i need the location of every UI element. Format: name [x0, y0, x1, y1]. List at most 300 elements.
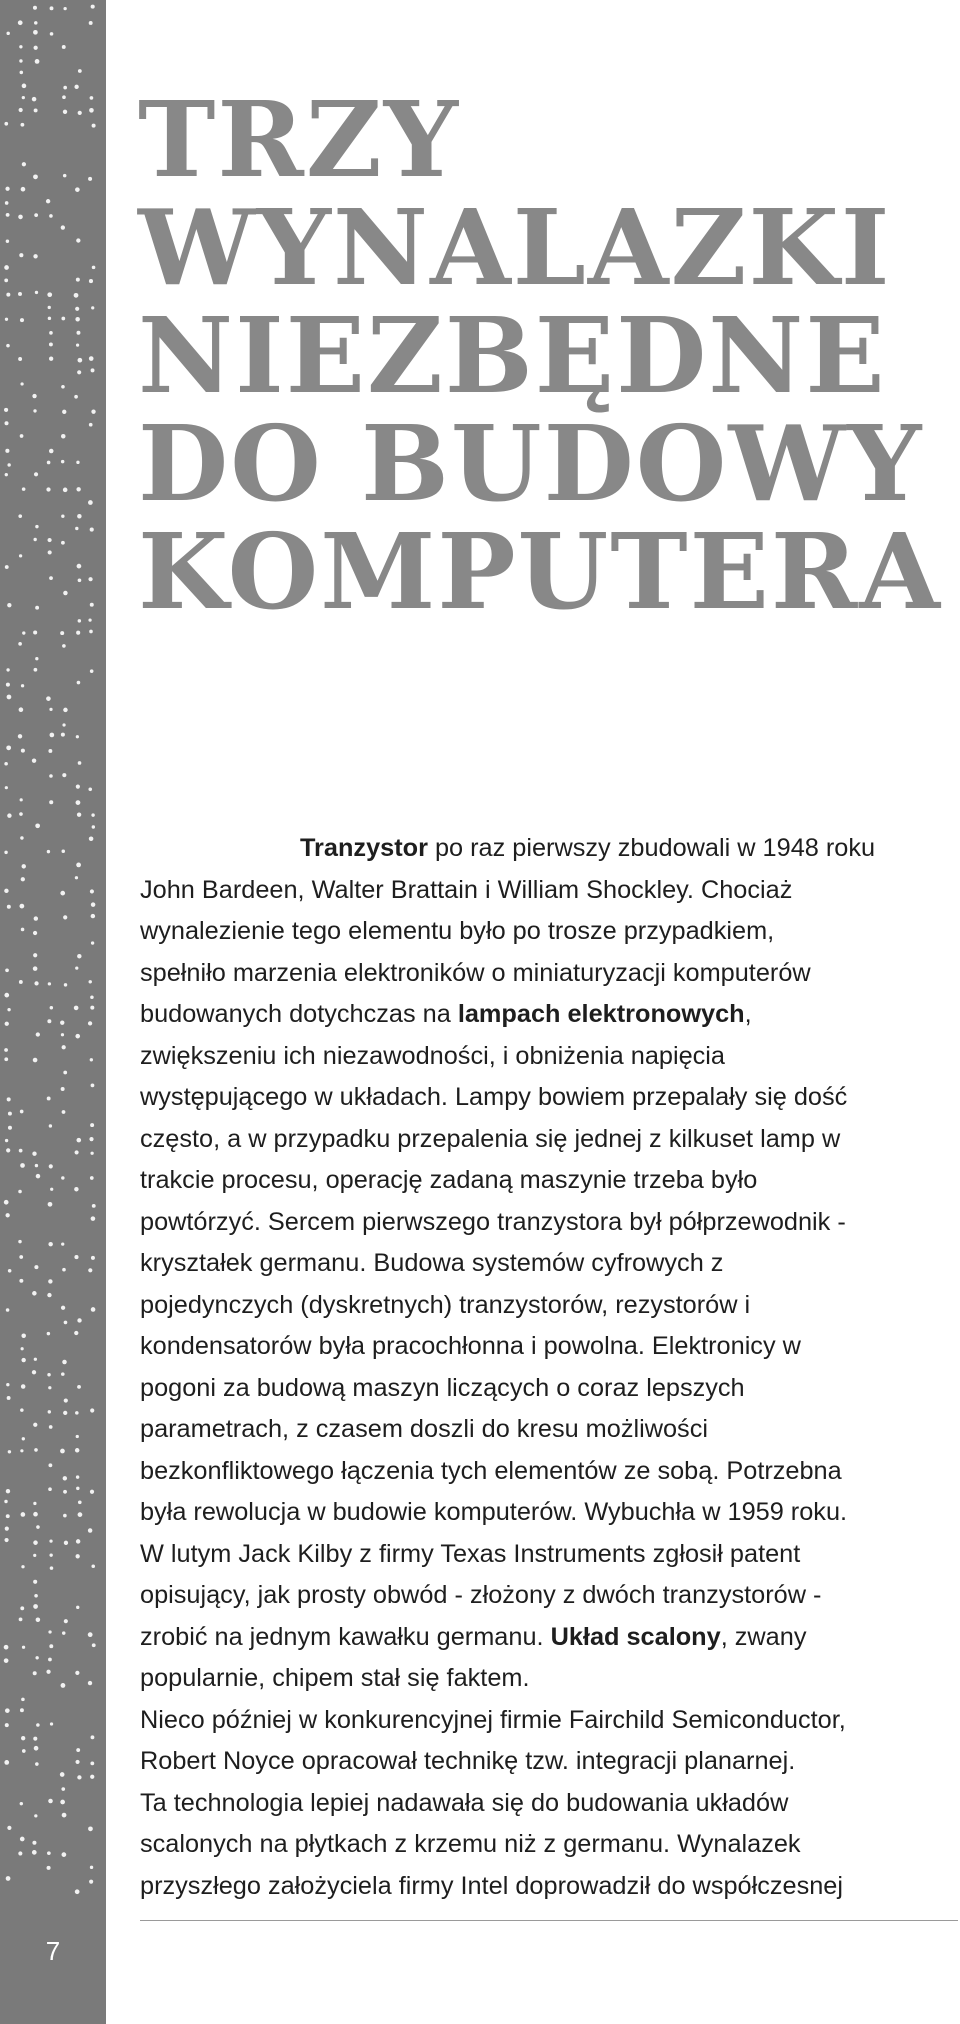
- sidebar-dot: [88, 1528, 92, 1532]
- sidebar-dot: [75, 317, 80, 322]
- sidebar-dot: [76, 331, 80, 335]
- sidebar-dot: [22, 84, 27, 89]
- sidebar-dot: [19, 1255, 23, 1259]
- sidebar-dot: [88, 619, 91, 622]
- sidebar-dot: [35, 606, 39, 610]
- sidebar-dot: [33, 1554, 36, 1557]
- sidebar-dot: [90, 1408, 94, 1412]
- sidebar-dot: [50, 1722, 53, 1725]
- sidebar-dot: [6, 668, 9, 671]
- sidebar-dot: [35, 1762, 39, 1766]
- sidebar-dot: [33, 1604, 38, 1609]
- sidebar-dot: [50, 733, 55, 738]
- body-line: popularnie, chipem stał się faktem.: [140, 1664, 530, 1692]
- sidebar-dot: [47, 292, 52, 297]
- sidebar-dot: [74, 1006, 79, 1011]
- sidebar-dot: [33, 953, 37, 957]
- sidebar-dot: [77, 812, 81, 816]
- sidebar-dot: [50, 1566, 54, 1570]
- sidebar-dot: [74, 293, 79, 298]
- sidebar-dot: [76, 461, 79, 464]
- sidebar-dot: [33, 1580, 37, 1584]
- sidebar-dot: [89, 279, 93, 283]
- sidebar-dot: [33, 409, 36, 412]
- sidebar-dot: [91, 941, 94, 944]
- sidebar-dot: [35, 823, 40, 828]
- sidebar-dot: [34, 472, 38, 476]
- sidebar-dot: [5, 1022, 9, 1026]
- sidebar-dot: [75, 1889, 80, 1894]
- sidebar-dot: [6, 293, 10, 297]
- sidebar-dot: [76, 278, 80, 282]
- sidebar-dot: [63, 1411, 67, 1415]
- sidebar-dot: [62, 1268, 66, 1272]
- sidebar-dot: [22, 1749, 26, 1753]
- sidebar-dot: [77, 514, 81, 518]
- sidebar-dot: [19, 904, 24, 909]
- sidebar-dot: [6, 240, 9, 243]
- sidebar-dot: [4, 1500, 7, 1503]
- sidebar-dot: [20, 318, 24, 322]
- sidebar-dot: [46, 487, 50, 491]
- sidebar-dot: [63, 1071, 67, 1075]
- sidebar-dot: [50, 6, 54, 10]
- sidebar-dot: [4, 851, 7, 854]
- sidebar-dot: [32, 1291, 37, 1296]
- sidebar-dot: [33, 1737, 37, 1741]
- sidebar-dot: [61, 1306, 65, 1310]
- sidebar-dot: [33, 254, 37, 258]
- sidebar-dot: [36, 1174, 40, 1178]
- sidebar-dot: [60, 631, 64, 635]
- sidebar-dot: [90, 996, 94, 1000]
- body-line: kryształek germanu. Budowa systemów cyfrowych z: [140, 1249, 724, 1277]
- sidebar-dot: [62, 45, 66, 49]
- title-line: KOMPUTERA: [138, 510, 942, 633]
- sidebar-dot: [7, 463, 10, 466]
- sidebar-dot: [19, 1617, 23, 1621]
- sidebar-dot: [34, 1448, 38, 1452]
- sidebar-dot: [21, 1512, 26, 1517]
- sidebar-dot: [6, 1148, 10, 1152]
- sidebar-dot: [34, 108, 38, 112]
- sidebar-dot: [32, 394, 36, 398]
- sidebar-dot: [48, 306, 51, 309]
- sidebar-dot: [76, 785, 80, 789]
- sidebar-dot: [21, 928, 25, 932]
- sidebar-dot: [20, 798, 23, 801]
- sidebar-dot: [89, 836, 94, 841]
- sidebar-dot: [7, 695, 12, 700]
- sidebar-dot: [33, 6, 37, 10]
- sidebar-dot: [21, 1347, 24, 1350]
- sidebar-dot: [32, 1152, 36, 1156]
- body-line: parametrach, z czasem doszli do kresu możliwości: [140, 1415, 708, 1443]
- sidebar-dot: [75, 187, 80, 192]
- sidebar-dot: [61, 317, 65, 321]
- body-line: wynalezienie tego elementu było po trosze przypadkiem,: [140, 917, 775, 945]
- sidebar-dot: [8, 1112, 12, 1116]
- sidebar-dot: [75, 527, 78, 530]
- sidebar-dot: [90, 1006, 94, 1010]
- sidebar-dot: [76, 863, 81, 868]
- sidebar-dot: [48, 982, 51, 985]
- sidebar-dot: [89, 1880, 93, 1884]
- sidebar-dot: [90, 528, 94, 532]
- sidebar-dot: [89, 980, 92, 983]
- sidebar-dot: [33, 1058, 38, 1063]
- sidebar-dot: [61, 733, 65, 737]
- body-line: występującego w układach. Lampy bowiem przepalały się dość: [140, 1083, 848, 1111]
- sidebar-dot: [77, 954, 81, 958]
- sidebar-dot: [63, 7, 66, 10]
- sidebar-dot: [63, 1476, 67, 1480]
- sidebar-dot: [19, 707, 24, 712]
- sidebar-dot: [19, 1149, 23, 1153]
- sidebar-dot: [49, 1644, 53, 1648]
- sidebar-dot: [90, 889, 94, 893]
- sidebar-dot: [21, 1358, 25, 1362]
- sidebar-dot: [33, 1502, 36, 1505]
- sidebar-dot: [20, 1449, 23, 1452]
- sidebar-dot: [76, 344, 79, 347]
- sidebar-dot: [90, 1176, 94, 1180]
- sidebar-dot: [88, 1021, 92, 1025]
- sidebar-dot: [62, 644, 66, 648]
- sidebar-dot: [18, 734, 22, 738]
- sidebar-dot: [90, 1490, 94, 1494]
- sidebar-dot: [8, 1269, 12, 1273]
- sidebar-dot: [47, 1851, 51, 1855]
- sidebar-dot: [7, 905, 11, 909]
- sidebar-dot: [20, 1837, 25, 1842]
- sidebar-dot: [75, 967, 78, 970]
- sidebar-dot: [34, 668, 38, 672]
- sidebar-dot: [90, 1775, 94, 1779]
- sidebar-dot: [49, 214, 53, 218]
- page-title: [138, 78, 942, 633]
- sidebar-dot: [4, 279, 8, 283]
- sidebar-dot: [5, 201, 9, 205]
- sidebar-dot: [49, 576, 53, 580]
- sidebar-dot: [48, 1279, 52, 1283]
- sidebar-dot: [32, 1841, 36, 1845]
- sidebar-dot: [90, 1761, 94, 1765]
- sidebar-dot: [48, 1658, 52, 1662]
- sidebar-dot: [20, 123, 24, 127]
- body-line: trakcie procesu, operację zadaną maszynie trzeba było: [140, 1166, 758, 1194]
- body-line: często, a w przypadku przepalenia się jednej z kilkuset lamp w: [140, 1124, 841, 1153]
- sidebar-dot: [34, 1814, 37, 1817]
- sidebar-dot: [21, 1736, 25, 1740]
- body-line: scalonych na płytkach z krzemu niż z germanu. Wynalazek: [140, 1830, 801, 1858]
- sidebar-dot: [4, 122, 8, 126]
- sidebar-dot: [49, 708, 52, 711]
- sidebar-dot: [63, 708, 68, 713]
- sidebar-dot: [5, 1723, 9, 1727]
- sidebar-dot: [63, 915, 67, 919]
- sidebar-dot: [90, 669, 94, 673]
- body-line: kondensatorów była pracochłonna i powolna. Elektronicy w: [140, 1332, 801, 1360]
- sidebar-dot: [5, 449, 9, 453]
- sidebar-dot: [49, 331, 53, 335]
- sidebar-dot: [6, 1383, 9, 1386]
- sidebar-dot: [90, 96, 94, 100]
- sidebar-dot: [47, 1332, 50, 1335]
- sidebar-dot: [90, 603, 94, 607]
- sidebar-dot: [4, 408, 8, 412]
- sidebar-dot: [91, 813, 94, 816]
- sidebar-dot: [49, 342, 53, 346]
- sidebar-dot: [76, 800, 81, 805]
- sidebar-dot: [62, 723, 65, 726]
- sidebar-dot: [92, 825, 95, 828]
- sidebar-dot: [61, 225, 65, 229]
- sidebar-dot: [18, 1851, 22, 1855]
- sidebar-dot: [62, 849, 65, 852]
- sidebar-dot: [62, 1360, 67, 1365]
- sidebar-dot: [6, 32, 9, 35]
- body-line: bezkonfliktowego łączenia tych elementów ze sobą. Potrzebna: [140, 1456, 842, 1485]
- sidebar-dot: [88, 787, 92, 791]
- sidebar-dot: [76, 631, 80, 635]
- sidebar-dot: [64, 1541, 68, 1545]
- sidebar-dot: [20, 434, 24, 438]
- sidebar-dot: [91, 1307, 96, 1312]
- sidebar-dot: [18, 1190, 22, 1194]
- sidebar-dot: [60, 1800, 65, 1805]
- sidebar-dot: [48, 550, 52, 554]
- sidebar-dot: [91, 914, 95, 918]
- sidebar-dot: [49, 1540, 52, 1543]
- sidebar-dot: [74, 1255, 78, 1259]
- sidebar-dot: [62, 95, 66, 99]
- sidebar-dot: [22, 1646, 25, 1649]
- sidebar-dot: [61, 1033, 64, 1036]
- sidebar-dot: [47, 1373, 50, 1376]
- sidebar-dot: [50, 1006, 53, 1009]
- sidebar-dot: [63, 488, 68, 493]
- body-line: powtórzyć. Sercem pierwszego tranzystora był półprzewodnik -: [140, 1207, 846, 1236]
- sidebar-dot: [78, 761, 82, 765]
- sidebar-dot: [5, 1527, 9, 1531]
- sidebar-dot: [62, 773, 66, 777]
- sidebar-dot: [91, 1564, 95, 1568]
- sidebar-dot: [33, 30, 38, 35]
- sidebar-dot: [88, 1681, 92, 1685]
- sidebar-dot: [61, 1087, 65, 1091]
- sidebar-dot: [5, 786, 8, 789]
- sidebar-dot: [22, 864, 26, 868]
- sidebar-dot: [76, 1138, 81, 1143]
- sidebar-dot: [50, 32, 54, 36]
- sidebar-dot: [36, 1723, 40, 1727]
- sidebar-dot: [48, 1487, 52, 1491]
- sidebar-dot: [48, 317, 51, 320]
- sidebar-dot: [21, 684, 24, 687]
- sidebar-dot: [76, 1539, 80, 1543]
- sidebar-dot: [18, 1240, 21, 1243]
- sidebar-dot: [76, 487, 80, 491]
- sidebar-dot: [91, 5, 95, 9]
- sidebar-dot: [49, 774, 53, 778]
- sidebar-dot: [47, 1019, 51, 1023]
- sidebar-dot: [76, 1606, 79, 1609]
- sidebar-dot: [21, 1384, 26, 1389]
- sidebar-dot: [7, 1396, 11, 1400]
- sidebar-dot: [19, 108, 23, 112]
- sidebar-dot: [60, 891, 65, 896]
- sidebar-dot: [48, 1799, 53, 1804]
- sidebar-dot: [5, 1213, 9, 1217]
- sidebar-dot: [88, 1268, 92, 1272]
- footer-divider: [140, 1920, 958, 1921]
- sidebar-dot: [89, 1137, 93, 1141]
- sidebar-dot: [62, 410, 66, 414]
- sidebar-dot: [63, 174, 67, 178]
- sidebar-dot: [5, 1139, 8, 1142]
- sidebar-dot: [4, 1538, 8, 1542]
- sidebar-dot: [75, 1760, 79, 1764]
- sidebar-dot: [6, 1514, 10, 1518]
- sidebar-dot: [7, 1826, 11, 1830]
- sidebar-dot: [78, 111, 82, 115]
- sidebar-dot: [49, 1425, 53, 1429]
- sidebar-dot: [75, 1448, 79, 1452]
- sidebar-dot: [21, 877, 25, 881]
- sidebar-dot: [4, 762, 8, 766]
- sidebar-dot: [78, 619, 81, 622]
- sidebar-dot: [47, 1866, 51, 1870]
- sidebar-dot: [77, 370, 81, 374]
- sidebar-dot: [74, 395, 78, 399]
- page-number: 7: [45, 1936, 61, 1966]
- sidebar-dot: [64, 1619, 68, 1623]
- sidebar-dot: [76, 1435, 79, 1438]
- sidebar-dot: [47, 461, 51, 465]
- sidebar-dot: [61, 514, 64, 517]
- sidebar-dot: [34, 1265, 38, 1269]
- sidebar-dot: [19, 59, 22, 62]
- sidebar-dot: [6, 344, 10, 348]
- sidebar-dot: [34, 1358, 37, 1361]
- sidebar-dot: [75, 1150, 79, 1154]
- sidebar-dot: [20, 1163, 25, 1168]
- sidebar-dot: [4, 1048, 8, 1052]
- sidebar-dot: [64, 983, 67, 986]
- sidebar-dot: [91, 1083, 95, 1087]
- title-line: TRZY: [138, 78, 460, 201]
- body-line: John Bardeen, Walter Brattain i William Shockley. Chociaż: [140, 875, 793, 904]
- sidebar-dot: [7, 813, 11, 817]
- sidebar-dot: [8, 1126, 12, 1130]
- sidebar-dot: [89, 108, 94, 113]
- sidebar-dot: [36, 1032, 40, 1036]
- sidebar-dot: [6, 1876, 11, 1881]
- sidebar-dot: [33, 1423, 37, 1427]
- sidebar-dot: [35, 1164, 38, 1167]
- sidebar-dot: [4, 265, 9, 270]
- sidebar-dot: [47, 850, 50, 853]
- body-line: Nieco później w konkurencyjnej firmie Fairchild Semiconductor,: [140, 1705, 846, 1734]
- sidebar-dot: [50, 1188, 53, 1191]
- article-body: [140, 828, 960, 1907]
- sidebar-dot: [75, 876, 78, 879]
- sidebar-dot: [4, 889, 8, 893]
- sidebar-dot: [48, 1630, 51, 1633]
- bold-term: lampach elektronowych: [457, 1000, 745, 1028]
- sidebar-dot: [33, 1540, 38, 1545]
- sidebar-dot: [7, 1008, 10, 1011]
- sidebar-dot: [61, 1683, 66, 1688]
- decorative-sidebar: [0, 0, 106, 2024]
- sidebar-dot: [49, 1164, 53, 1168]
- sidebar-dot: [91, 1216, 96, 1221]
- sidebar-dot: [47, 1293, 51, 1297]
- sidebar-dot: [91, 1735, 95, 1739]
- sidebar-dot: [48, 1242, 52, 1246]
- sidebar-dot: [63, 110, 67, 114]
- sidebar-dot: [91, 306, 94, 309]
- sidebar-dot: [76, 238, 80, 242]
- sidebar-dot: [88, 577, 92, 581]
- sidebar-dot: [63, 1514, 67, 1518]
- sidebar-dot: [5, 1708, 10, 1713]
- sidebar-dot: [74, 1331, 78, 1335]
- title-line: NIEZBĘDNE: [138, 294, 887, 417]
- sidebar-dot: [91, 368, 95, 372]
- sidebar-dot: [19, 253, 23, 257]
- sidebar-dot: [21, 187, 26, 192]
- sidebar-dot: [92, 124, 96, 128]
- body-line: opisujący, jak prosty obwód - złożony z dwóch tranzystorów -: [140, 1581, 822, 1609]
- sidebar-dot: [6, 213, 10, 217]
- sidebar-dot: [21, 1565, 24, 1568]
- bold-term: Układ scalony: [550, 1622, 721, 1651]
- sidebar-dot: [76, 735, 79, 738]
- sidebar-dot: [89, 630, 93, 634]
- sidebar-dot: [90, 1866, 93, 1869]
- body-line: była rewolucja w budowie komputerów. Wybuchła w 1959 roku.: [140, 1498, 848, 1526]
- sidebar-dot: [33, 174, 38, 179]
- body-line: Robert Noyce opracował technikę tzw. integracji planarnej.: [140, 1747, 796, 1775]
- sidebar-dot: [61, 434, 66, 439]
- sidebar-dot: [60, 1772, 65, 1777]
- sidebar-dot: [48, 1410, 51, 1413]
- sidebar-dot: [34, 213, 38, 217]
- sidebar-dot: [33, 966, 38, 971]
- sidebar-dot: [22, 162, 26, 166]
- sidebar-dot: [49, 357, 53, 361]
- sidebar-dot: [4, 993, 9, 998]
- sidebar-dot: [90, 1123, 94, 1127]
- sidebar-dot: [62, 1631, 65, 1634]
- sidebar-dot: [19, 45, 22, 48]
- sidebar-dot: [35, 59, 40, 64]
- sidebar-dot: [75, 307, 79, 311]
- sidebar-dot: [34, 1594, 38, 1598]
- sidebar-dot: [78, 1512, 83, 1517]
- sidebar-dot: [92, 1204, 96, 1208]
- sidebar-dot: [6, 745, 11, 750]
- sidebar-dot: [6, 683, 10, 687]
- sidebar-dot: [49, 800, 53, 804]
- sidebar-dot: [77, 1385, 81, 1389]
- sidebar-dot: [36, 1617, 41, 1622]
- sidebar-dot: [46, 199, 50, 203]
- sidebar-dot: [4, 1200, 9, 1205]
- sidebar-dot: [35, 657, 38, 660]
